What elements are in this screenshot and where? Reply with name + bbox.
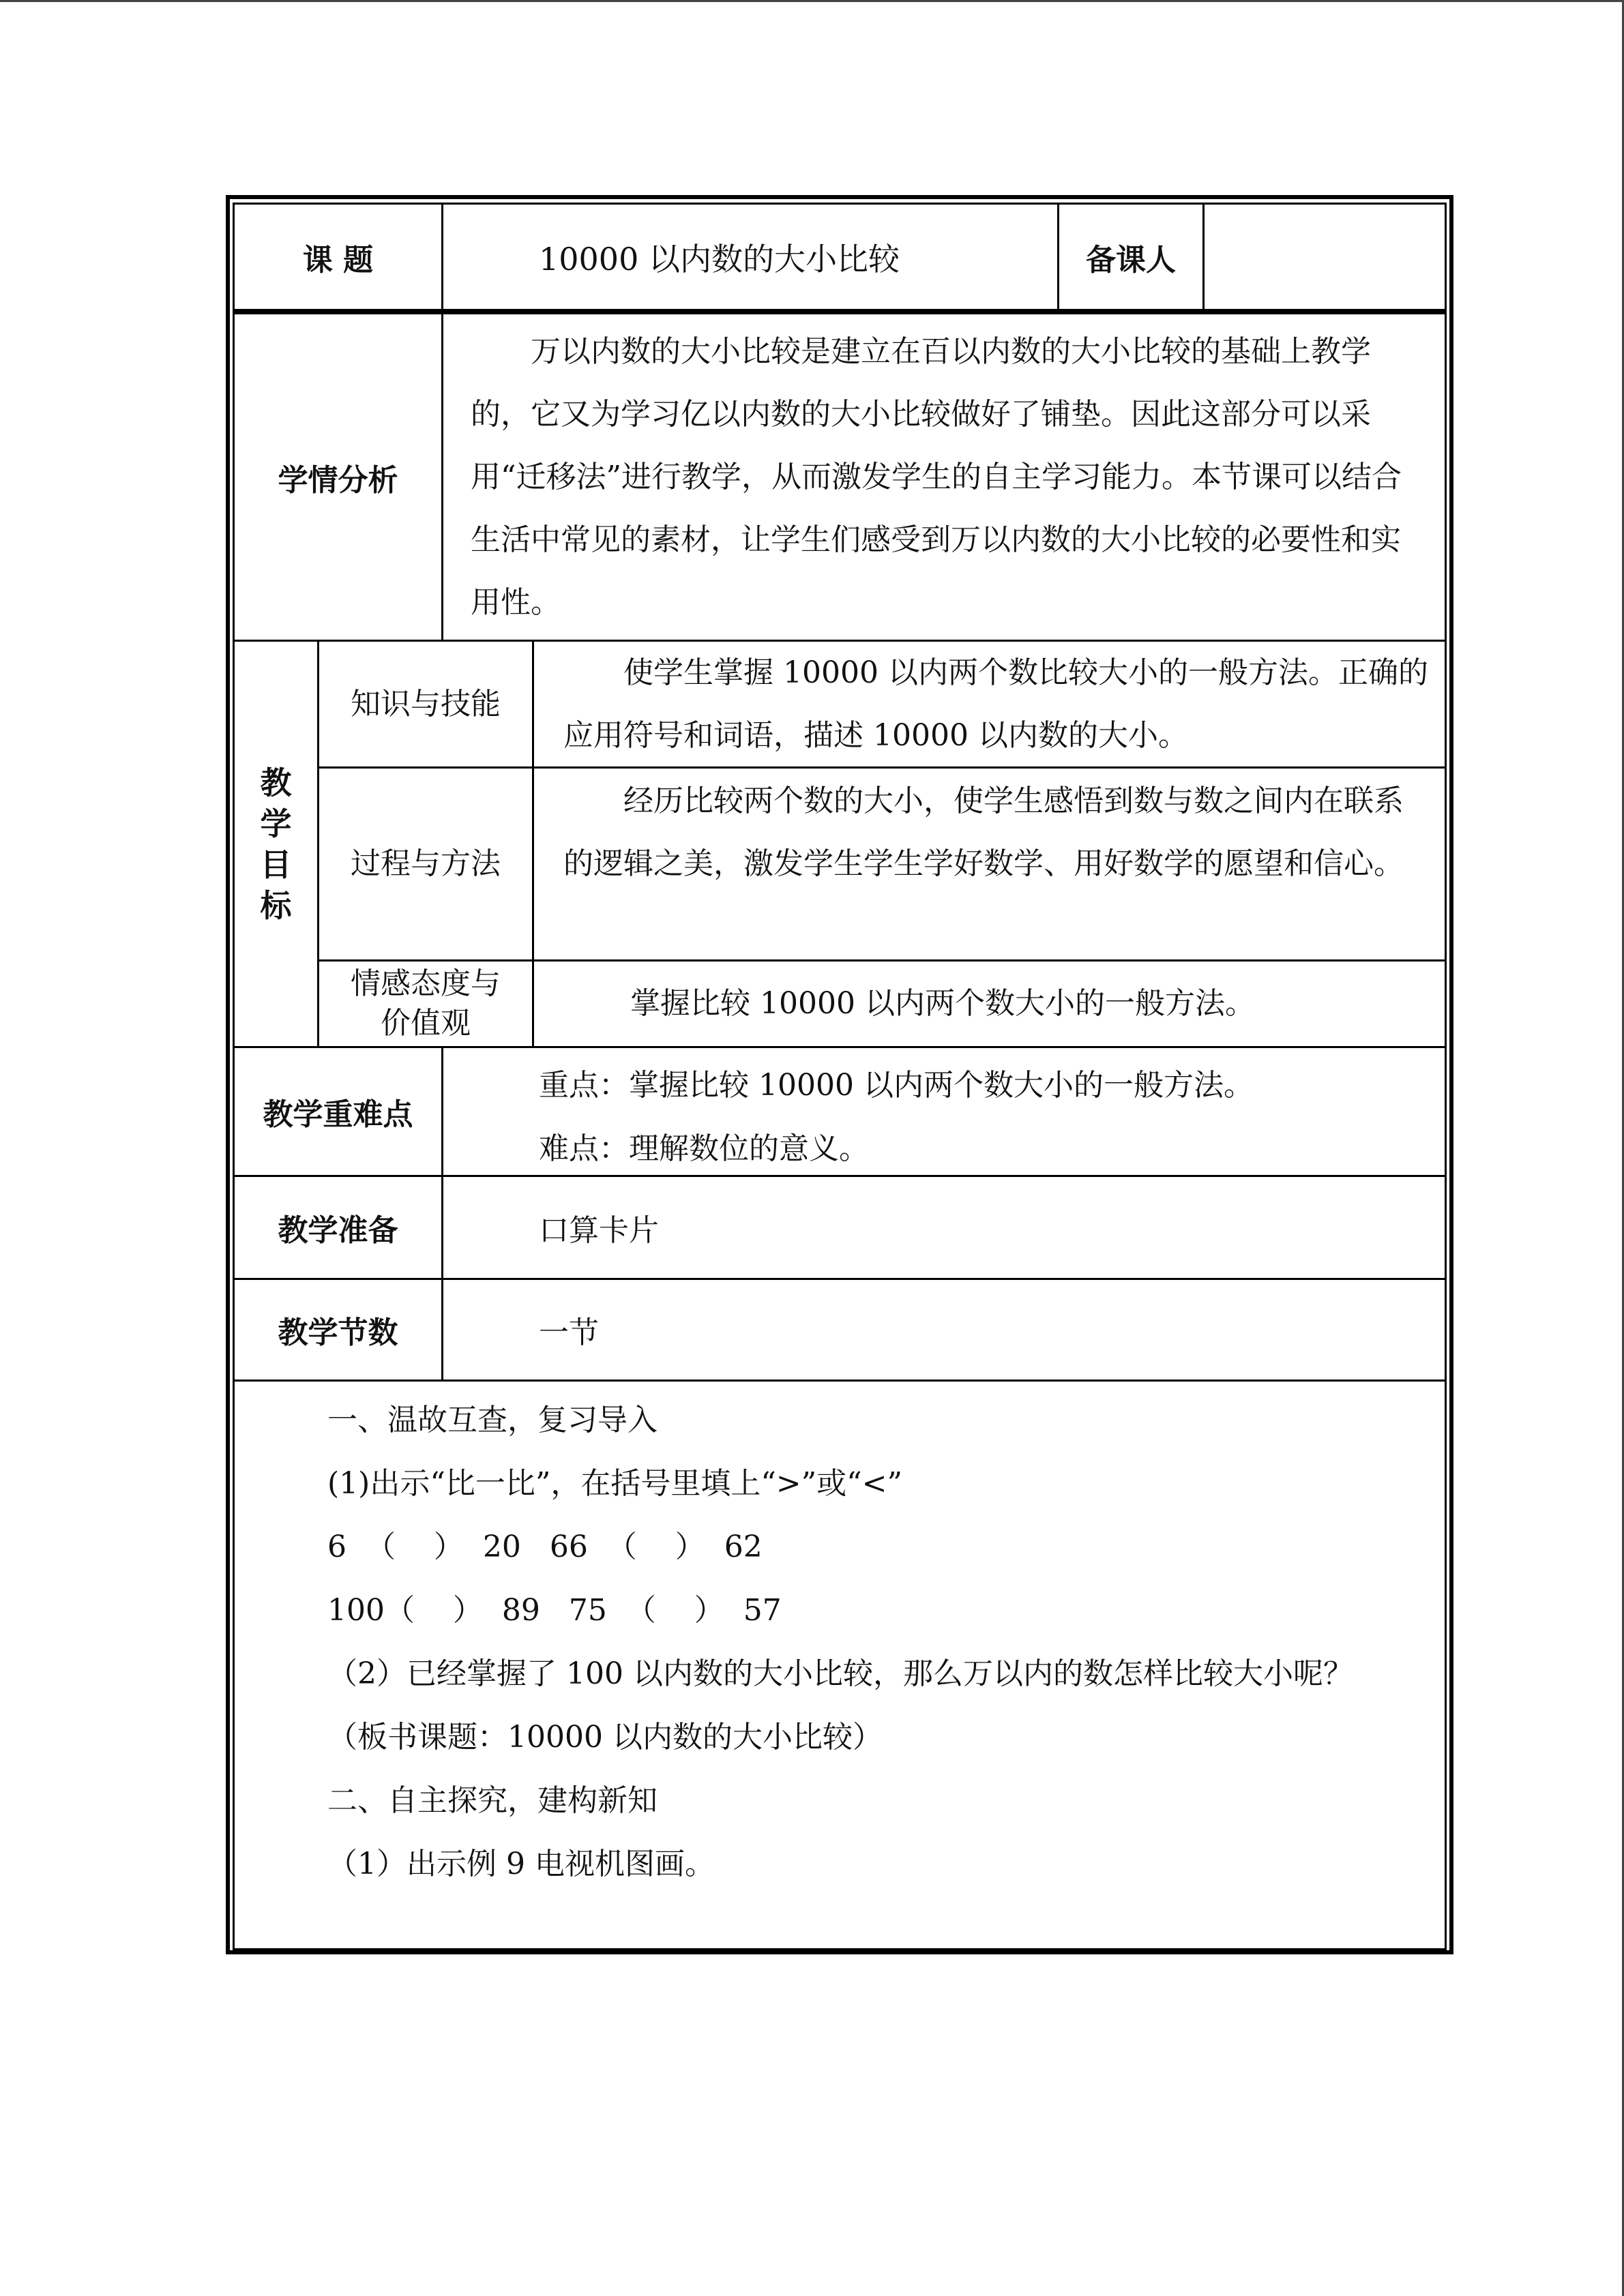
goals-label-char: 教 <box>260 764 292 801</box>
divider <box>441 205 443 309</box>
row-divider <box>235 1380 1445 1382</box>
page-top-border <box>0 0 1624 2</box>
preparer-label: 备课人 <box>1086 242 1176 278</box>
goals-label-char: 标 <box>260 886 292 924</box>
divider <box>441 1177 443 1278</box>
key-point-text: 重点：掌握比较 10000 以内两个数大小的一般方法。 <box>539 1068 1254 1103</box>
knowledge-text: 使学生掌握 10000 以内两个数比较大小的一般方法。正确的应用符号和词语，描述 10000 以内数的大小。 <box>563 655 1428 753</box>
emotion-label <box>319 961 532 1046</box>
emotion-label-line: 价值观 <box>381 1006 471 1041</box>
process-line: (1)出示“比一比”，在括号里填上“>”或“<” <box>327 1466 903 1501</box>
analysis-label: 学情分析 <box>278 462 398 498</box>
divider <box>441 1048 443 1175</box>
periods-value: 一节 <box>539 1315 599 1350</box>
divider <box>532 642 534 1046</box>
preparation-value: 口算卡片 <box>539 1213 659 1248</box>
process-line: （2）已经掌握了 100 以内数的大小比较，那么万以内的数怎样比较大小呢？ <box>327 1656 1353 1691</box>
analysis-text: 万以内数的大小比较是建立在百以内数的大小比较的基础上教学的，它又为学习亿以内数的大小比较做好了铺垫。因此这部分可以采用“迁移法”进行教学，从而激发学生的自主学习能力。本节课可以结合生活中常见的素材，让学生们感受到万以内数的大小比较的必要性和实用性。 <box>471 334 1402 620</box>
goals-label-char: 目 <box>260 846 292 883</box>
process-line: 二、自主探究，建构新知 <box>327 1783 658 1818</box>
process-line: 100（ ） 89 75 （ ） 57 <box>327 1593 782 1628</box>
knowledge-label: 知识与技能 <box>351 686 501 721</box>
difficulty-text: 难点：理解数位的意义。 <box>539 1131 869 1166</box>
process-label: 过程与方法 <box>351 846 501 881</box>
divider <box>441 314 443 640</box>
topic-label: 课 题 <box>302 242 374 278</box>
goals-label-char: 学 <box>260 805 292 842</box>
process-line: 6 （ ） 20 66 （ ） 62 <box>327 1530 763 1564</box>
divider <box>441 1280 443 1380</box>
key-points-label: 教学重难点 <box>263 1097 413 1132</box>
emotion-label-line: 情感态度与 <box>351 966 501 1001</box>
topic-value: 10000 以内数的大小比较 <box>539 240 900 278</box>
process-line: （1）出示例 9 电视机图画。 <box>327 1847 715 1881</box>
preparer-value <box>1205 205 1445 309</box>
process-line: 一、温故互查，复习导入 <box>327 1403 658 1437</box>
periods-label: 教学节数 <box>278 1315 398 1350</box>
emotion-text: 掌握比较 10000 以内两个数大小的一般方法。 <box>630 986 1255 1021</box>
preparation-label: 教学准备 <box>278 1213 398 1248</box>
goals-label <box>235 642 317 1046</box>
header-separator <box>233 309 1447 314</box>
process-text: 经历比较两个数的大小，使学生感悟到数与数之间内在联系的逻辑之美，激发学生学生学好数学、用好数学的愿望和信心。 <box>563 784 1404 881</box>
process-line: （板书课题：10000 以内数的大小比较） <box>327 1720 883 1755</box>
